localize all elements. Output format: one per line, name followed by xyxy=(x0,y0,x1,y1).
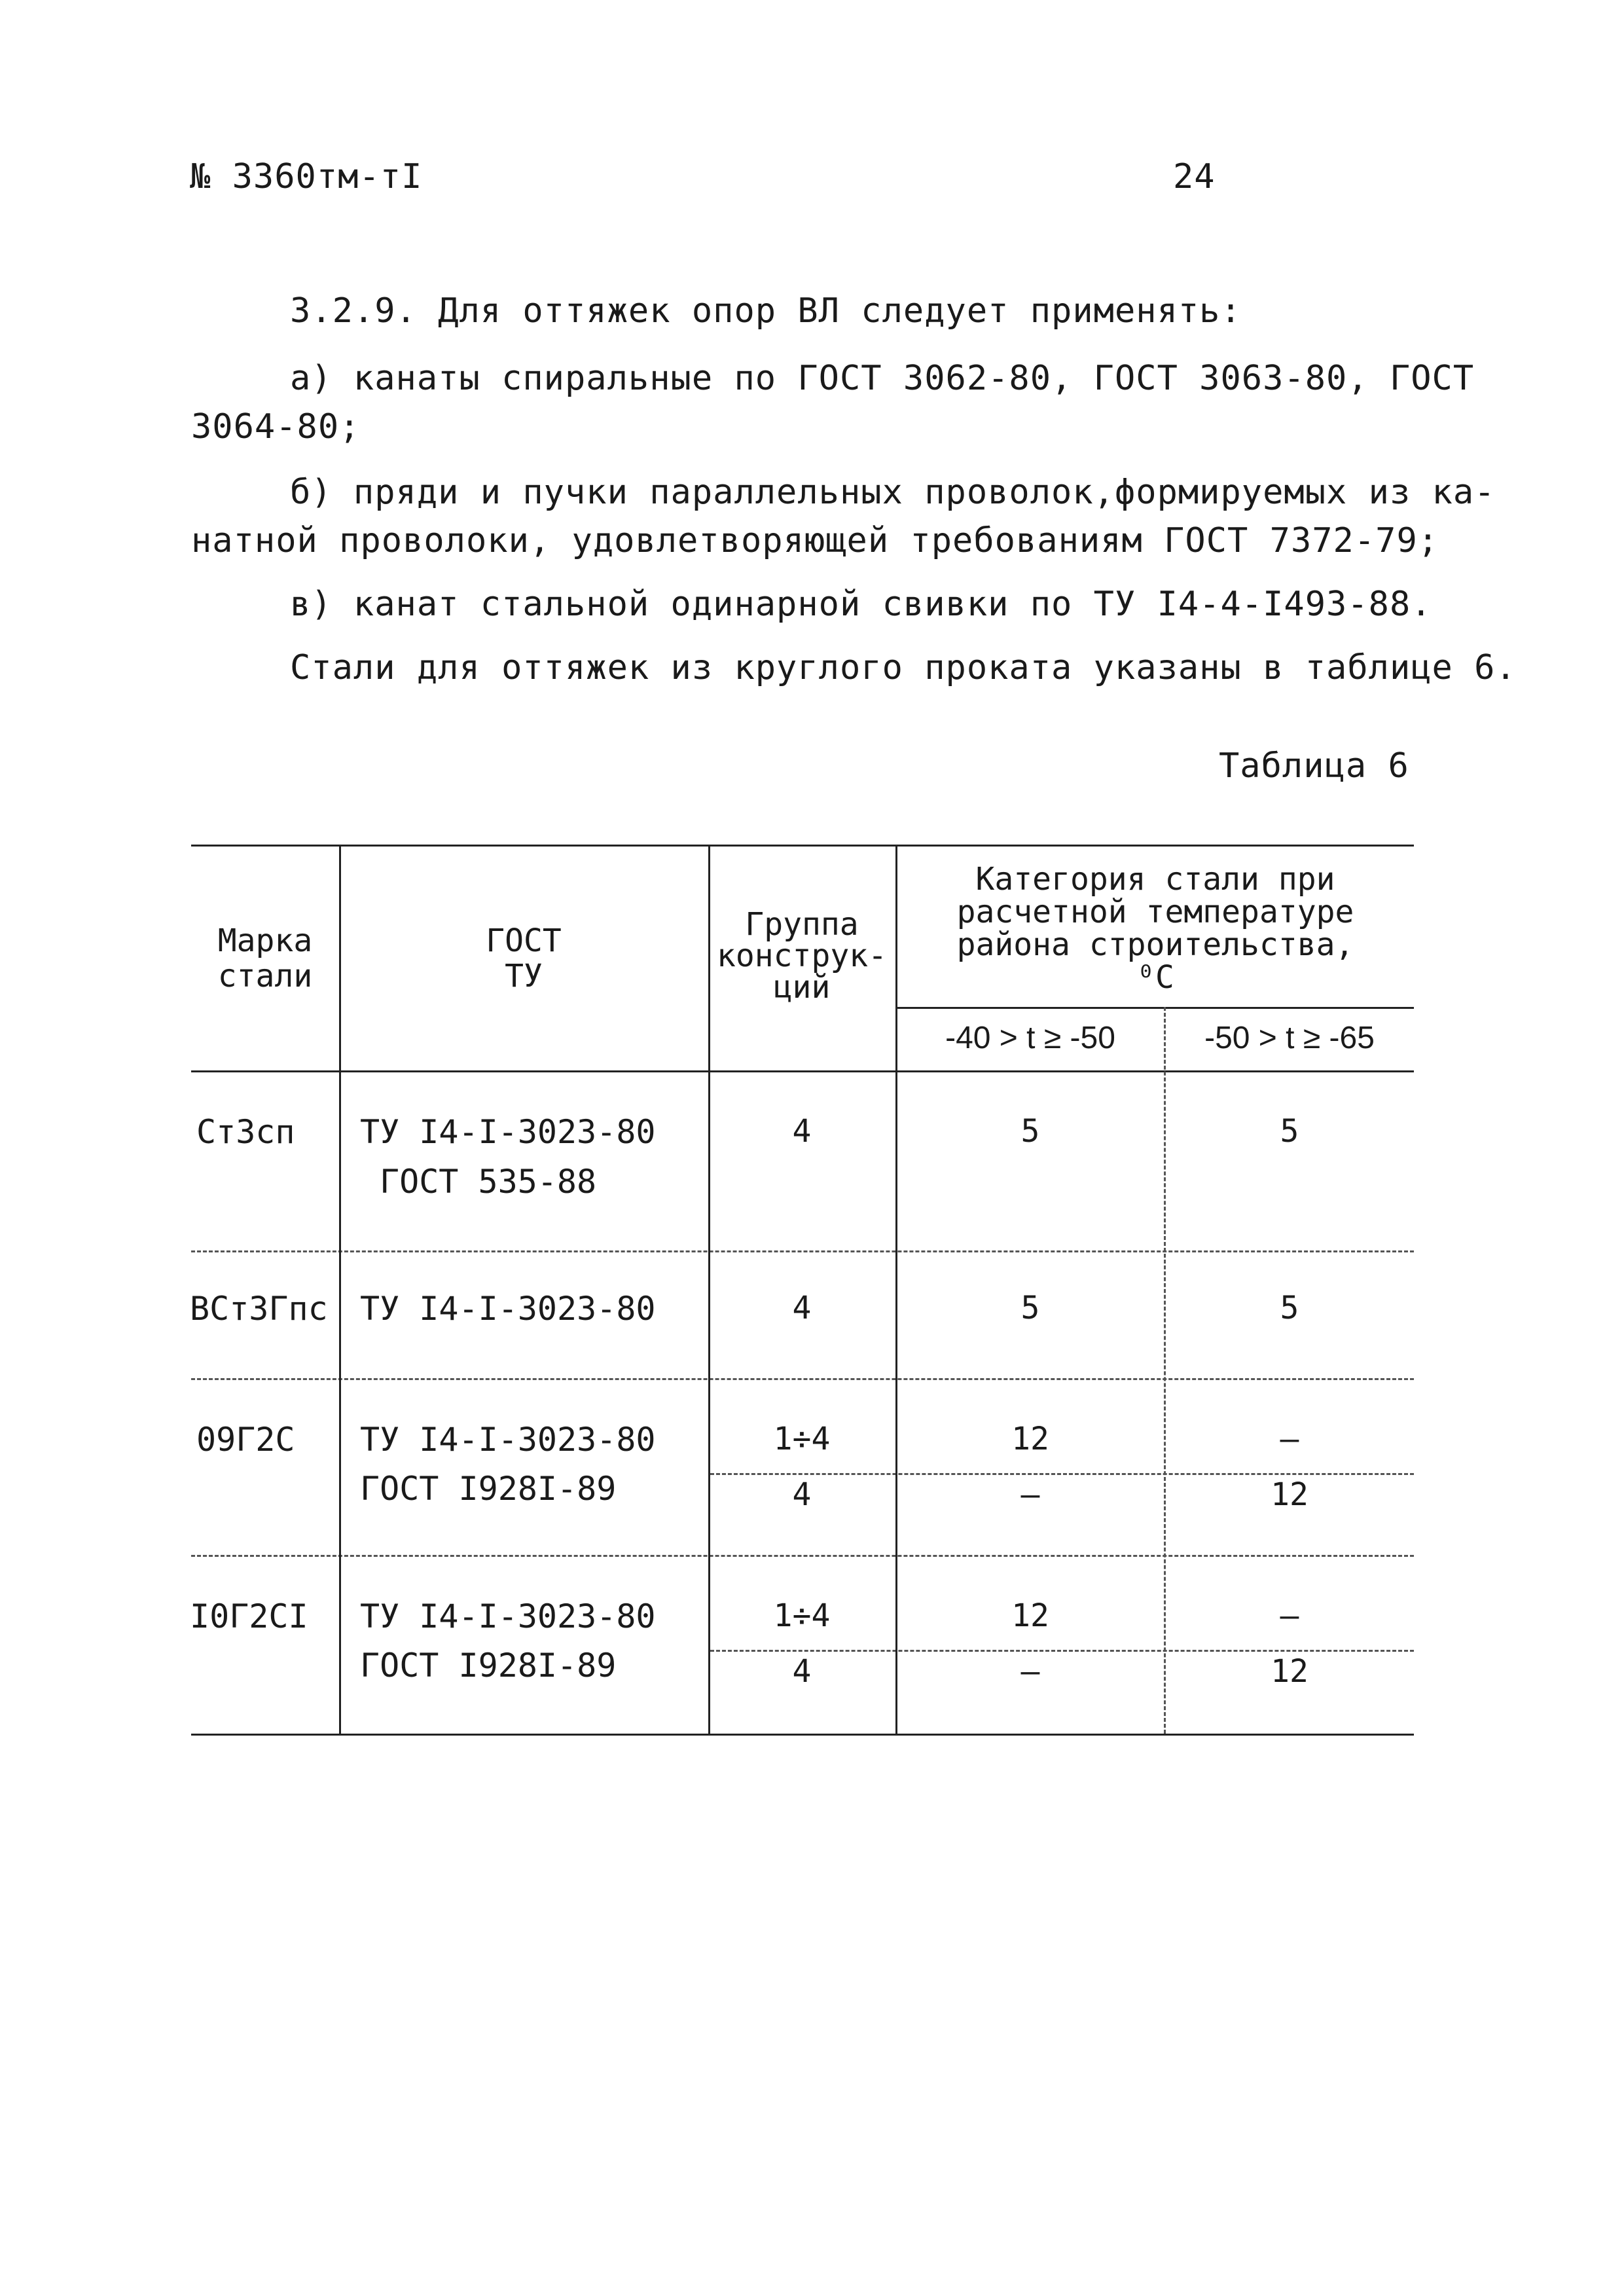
header-bottom-border xyxy=(191,1070,1414,1072)
row-category-2: – xyxy=(1280,1597,1299,1634)
row-standard: ТУ I4-I-3023-80 xyxy=(360,1113,656,1151)
table-caption: Таблица 6 xyxy=(1219,746,1409,786)
row-category-2: 5 xyxy=(1280,1290,1299,1326)
row-category-1: 5 xyxy=(1020,1113,1040,1150)
row-group: 1÷4 xyxy=(773,1597,831,1634)
header-steel-grade xyxy=(191,923,339,994)
header-steel-grade-line2: стали xyxy=(217,958,313,994)
row-standard: ГОСТ I928I-89 xyxy=(360,1647,617,1685)
row-separator-1 xyxy=(191,1250,1414,1252)
row-category-1: 12 xyxy=(1011,1421,1049,1457)
row-group: 4 xyxy=(792,1113,812,1150)
header-standard-line1: ГОСТ xyxy=(486,922,562,959)
header-category-line3: района строительства, xyxy=(956,926,1354,963)
table-top-border xyxy=(191,845,1414,847)
item-b-line1: б) пряди и пучки параллельных проволок,формируемых из ка- xyxy=(290,473,1496,512)
row-3-sub-separator xyxy=(710,1473,1414,1475)
row-group: 4 xyxy=(792,1653,812,1690)
row-category-2: 12 xyxy=(1271,1653,1308,1690)
row-category-2: 5 xyxy=(1280,1113,1299,1150)
document-number: № 3360тм-тI xyxy=(190,157,423,196)
row-standard: ГОСТ I928I-89 xyxy=(360,1470,617,1508)
row-group: 1÷4 xyxy=(773,1421,831,1457)
header-temp-range-2: -50 > t ≥ -65 xyxy=(1204,1021,1375,1055)
row-category-1: 12 xyxy=(1011,1597,1049,1634)
header-standard xyxy=(339,923,708,994)
item-b-line2: натной проволоки, удовлетворяющей требованиям ГОСТ 7372-79; xyxy=(191,521,1439,560)
header-category-line4: ⁰С xyxy=(1136,959,1174,996)
paragraph-3-2-9: 3.2.9. Для оттяжек опор ВЛ следует применять: xyxy=(290,291,1242,331)
row-category-1: – xyxy=(1020,1653,1040,1690)
row-group: 4 xyxy=(792,1476,812,1513)
table-reference-sentence: Стали для оттяжек из круглого проката указаны в таблице 6. xyxy=(290,648,1517,687)
row-category-2: – xyxy=(1280,1421,1299,1457)
item-a-line2: 3064-80; xyxy=(191,407,361,446)
table-bottom-border xyxy=(191,1734,1414,1736)
row-category-1: – xyxy=(1020,1476,1040,1513)
header-standard-line2: ТУ xyxy=(505,958,543,994)
row-standard: ТУ I4-I-3023-80 xyxy=(360,1290,656,1328)
row-separator-2 xyxy=(191,1378,1414,1380)
row-steel-grade: 09Г2С xyxy=(196,1421,295,1459)
row-separator-3 xyxy=(191,1555,1414,1557)
page-number: 24 xyxy=(1173,157,1216,196)
header-group-line3: ций xyxy=(773,969,831,1006)
item-c: в) канат стальной одинарной свивки по ТУ I4-4-I493-88. xyxy=(290,585,1432,624)
row-category-1: 5 xyxy=(1020,1290,1040,1326)
header-steel-category xyxy=(897,863,1414,994)
row-category-2: 12 xyxy=(1271,1476,1308,1513)
row-steel-grade: I0Г2СI xyxy=(190,1597,308,1635)
item-a-line1: а) канаты спиральные по ГОСТ 3062-80, ГОСТ 3063-80, ГОСТ xyxy=(290,359,1475,398)
row-standard: ТУ I4-I-3023-80 xyxy=(360,1597,656,1635)
row-standard: ГОСТ 535-88 xyxy=(380,1163,597,1201)
header-group-line2: конструк- xyxy=(716,938,888,974)
row-steel-grade: ВСт3Гпс xyxy=(190,1290,328,1328)
header-category-line1: Категория стали при xyxy=(975,861,1335,898)
row-group: 4 xyxy=(792,1290,812,1326)
header-group-line1: Группа xyxy=(745,906,859,943)
row-standard: ТУ I4-I-3023-80 xyxy=(360,1421,656,1459)
header-steel-grade-line1: Марка xyxy=(217,922,313,959)
row-4-sub-separator xyxy=(710,1650,1414,1652)
temp-subheader-line xyxy=(897,1007,1414,1009)
header-category-line2: расчетной температуре xyxy=(956,894,1354,930)
row-steel-grade: Ст3сп xyxy=(196,1113,295,1151)
header-construction-group xyxy=(708,906,895,1006)
header-temp-range-1: -40 > t ≥ -50 xyxy=(945,1021,1115,1055)
